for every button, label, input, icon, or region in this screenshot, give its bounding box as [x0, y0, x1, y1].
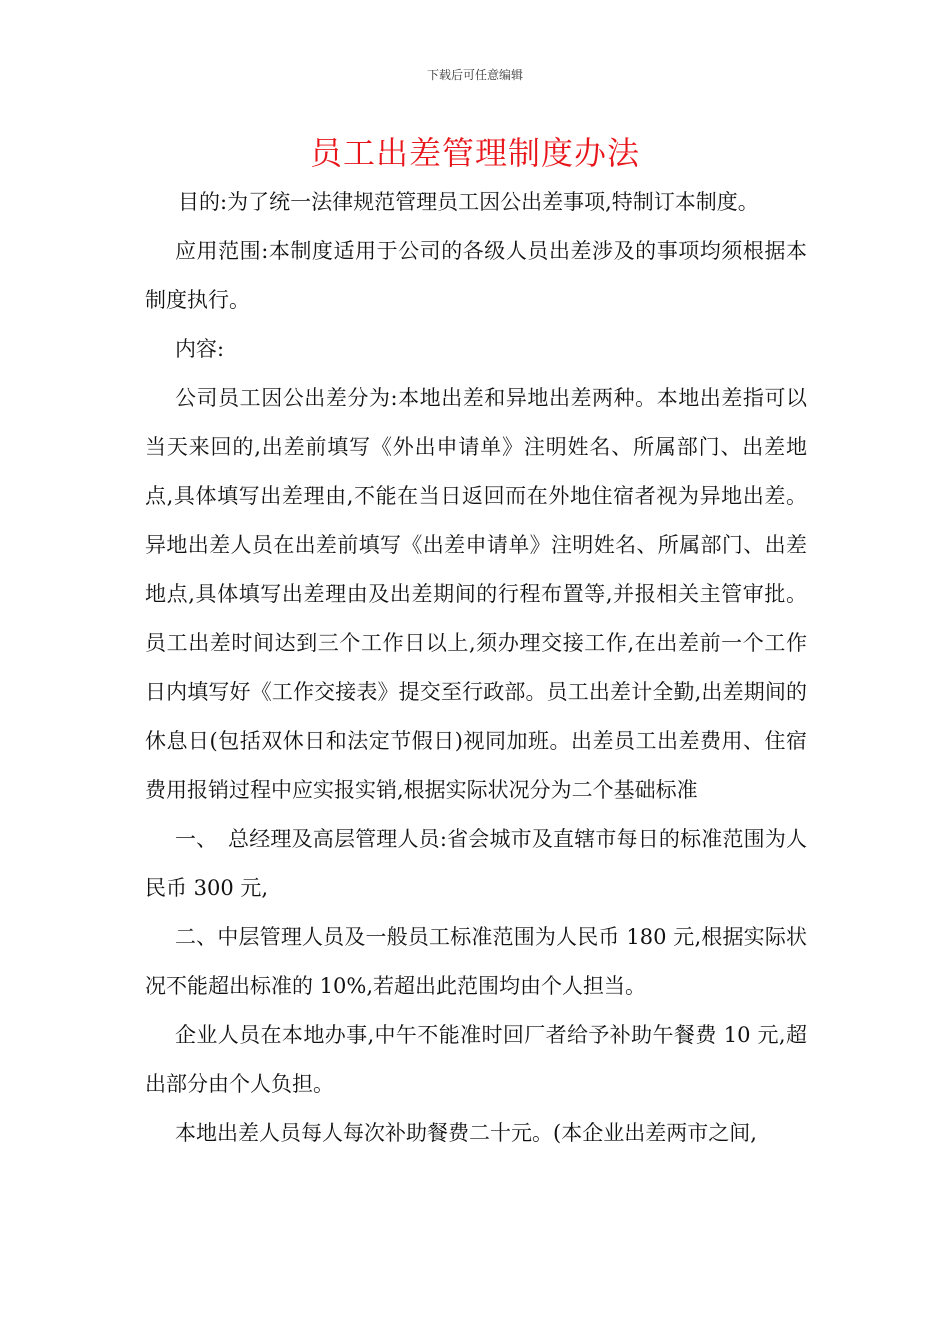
- paragraph-business-trip-rules: 公司员工因公出差分为:本地出差和异地出差两种。本地出差指可以当天来回的,出差前填写《外出申请单》注明姓名、所属部门、出差地点,具体填写出差理由,不能在当日返回而在外地住宿者视为异地出差。异地出差人员在出差前填写《出差申请单》注明姓名、所属部门、出差地点,具体填写出差理由及出差期间的行程布置等,并报相关主管审批。员工出差时间达到三个工作日以上,须办理交接工作,在出差前一个工作日内填写好《工作交接表》提交至行政部。员工出差计全勤,出差期间的休息日(包括双休日和法定节假日)视同加班。出差员工出差费用、住宿费用报销过程中应实报实销,根据实际状况分为二个基础标准: [145, 386, 807, 802]
- document-title: 员工出差管理制度办法: [309, 134, 640, 172]
- paragraph-local-trip-allowance: 本地出差人员每人每次补助餐费二十元。(本企业出差两市之间,: [175, 1121, 757, 1145]
- paragraph-content-heading: 内容:: [175, 337, 225, 361]
- paragraph-purpose: 目的:为了统一法律规范管理员工因公出差事项,特制订本制度。: [178, 190, 759, 214]
- paragraph-standard-one: 一、 总经理及高层管理人员:省会城市及直辖市每日的标准范围为人民币 300 元,: [145, 827, 807, 900]
- document-body: [145, 178, 807, 1158]
- paragraph-scope: 应用范围:本制度适用于公司的各级人员出差涉及的事项均须根据本制度执行。: [145, 239, 807, 312]
- header-note: 下载后可任意编辑: [426, 68, 523, 82]
- paragraph-standard-two: 二、中层管理人员及一般员工标准范围为人民币 180 元,根据实际状况不能超出标准的 10%,若超出此范围均由个人担当。: [145, 925, 807, 998]
- paragraph-local-meal-allowance: 企业人员在本地办事,中午不能准时回厂者给予补助午餐费 10 元,超出部分由个人负担。: [145, 1023, 807, 1096]
